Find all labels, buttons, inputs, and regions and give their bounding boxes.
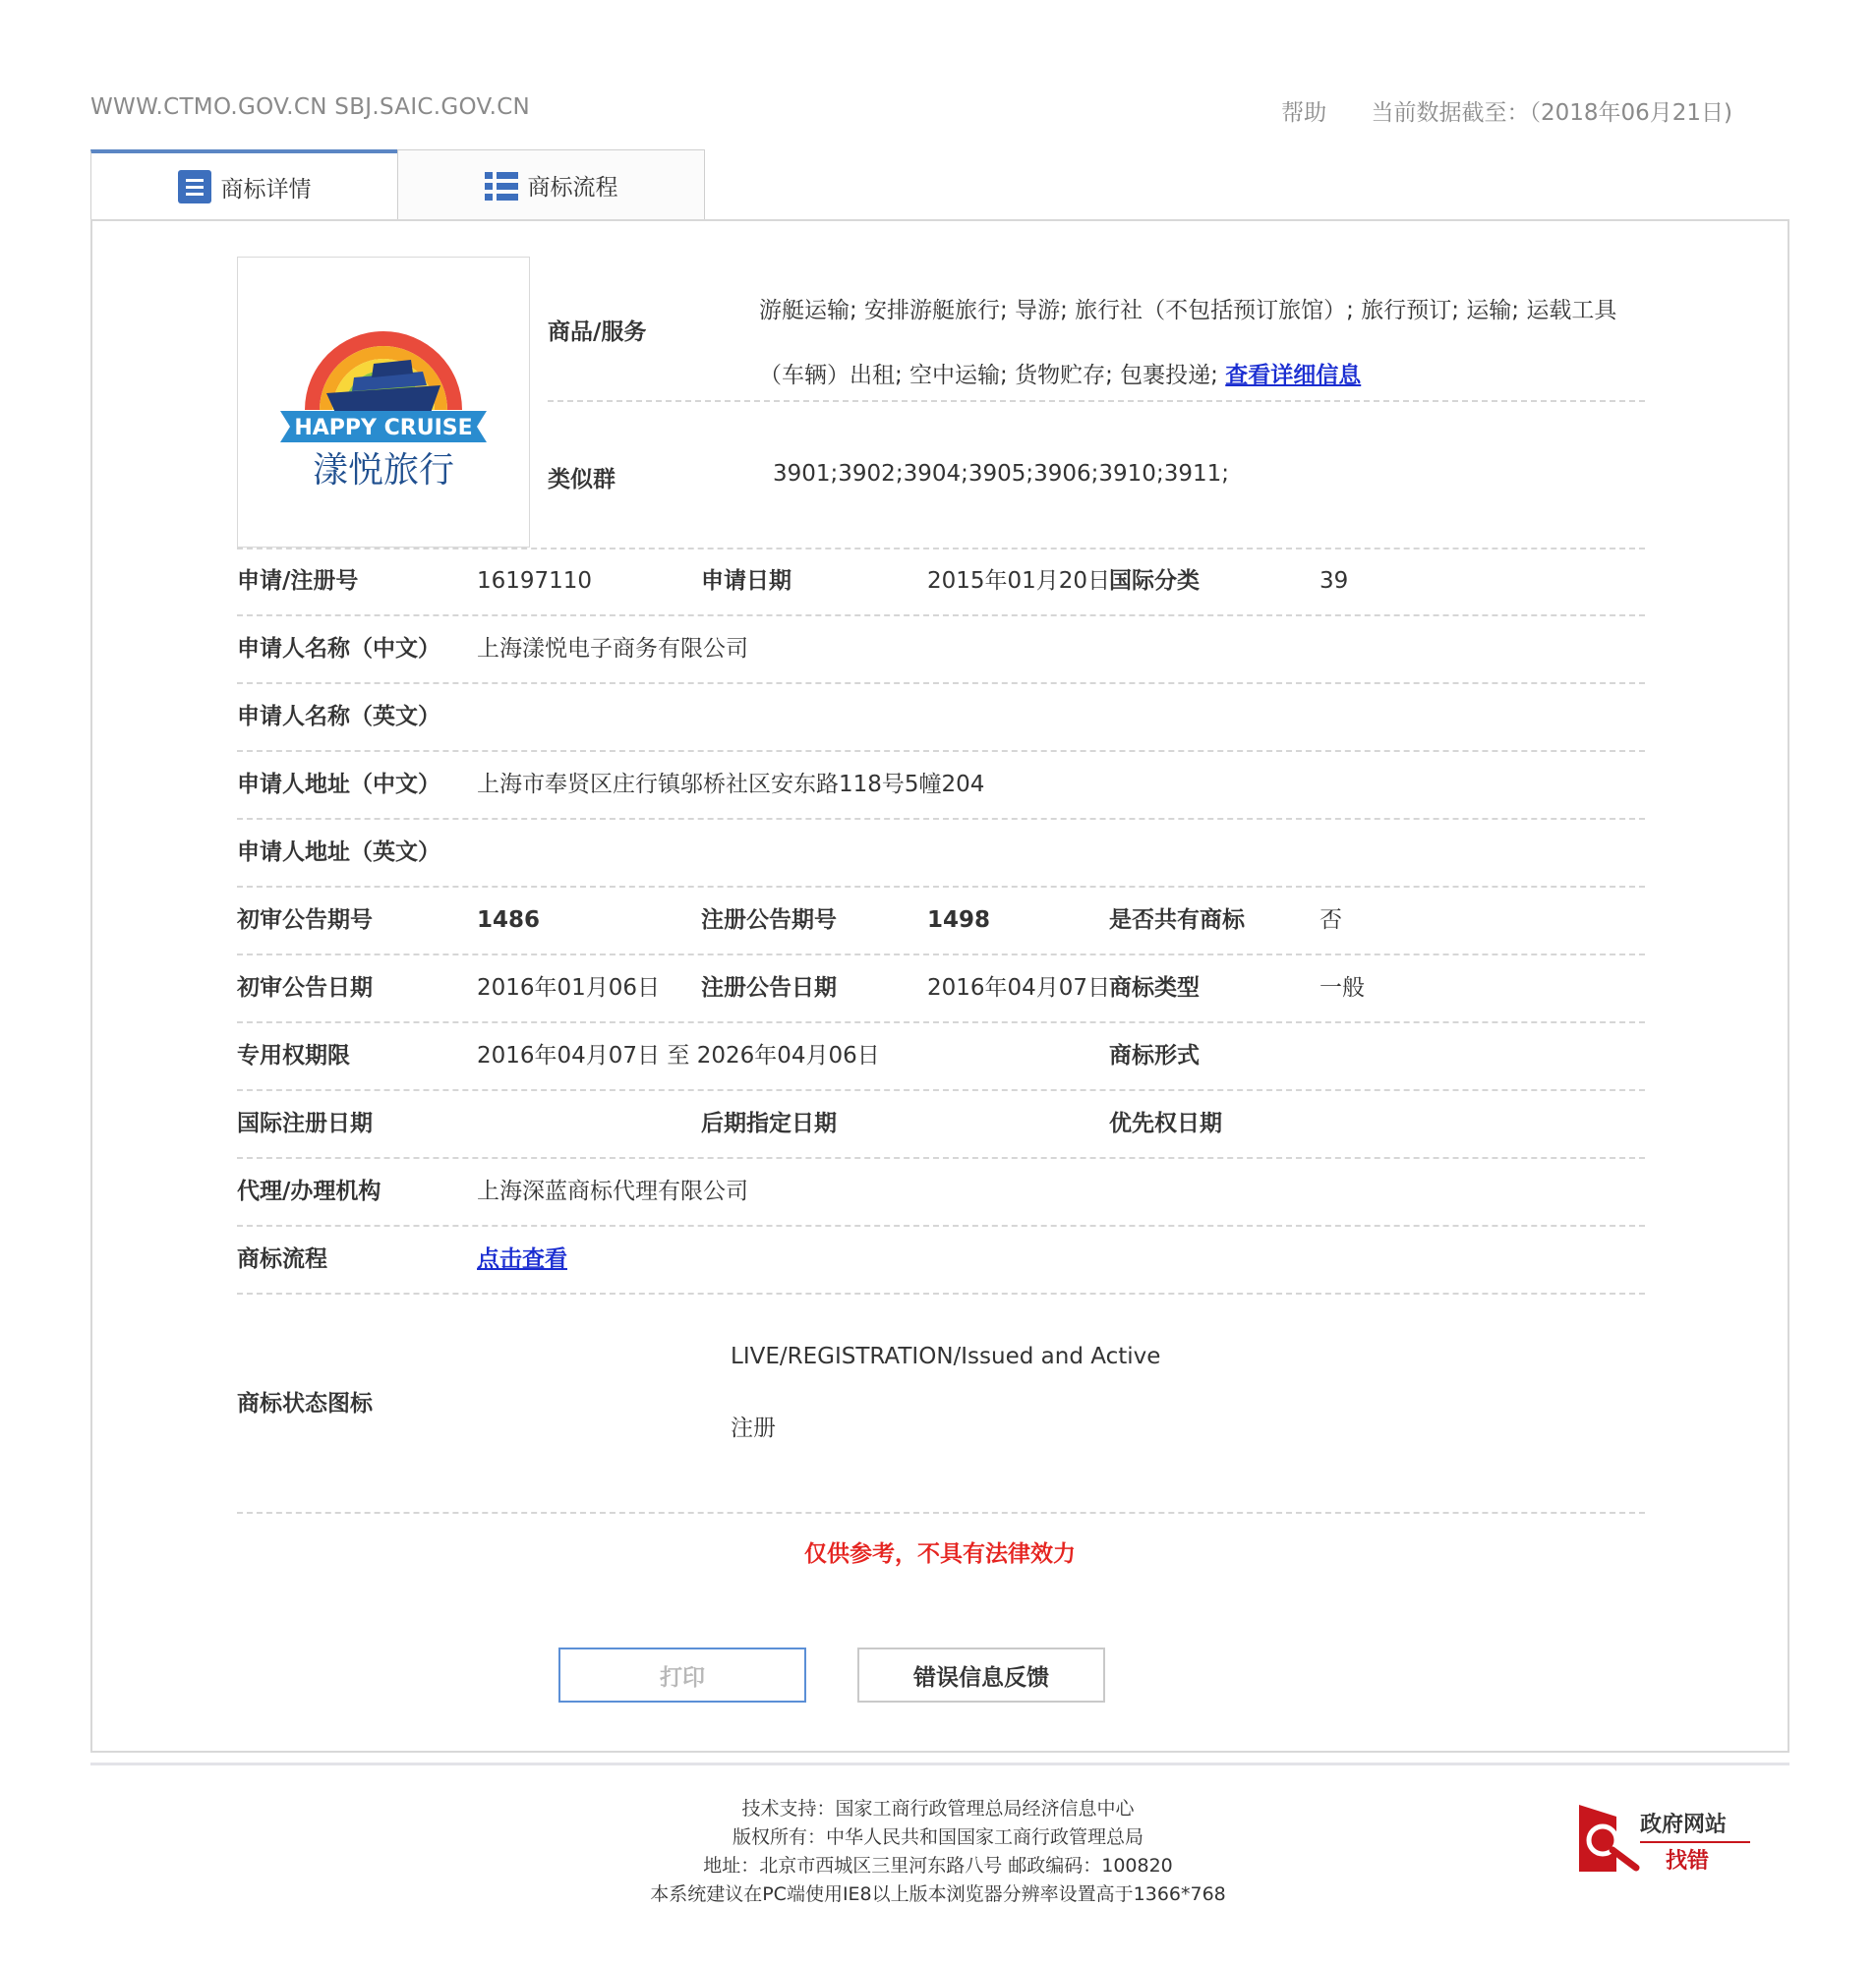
flow-label: 商标流程 <box>237 1246 327 1272</box>
site-urls[interactable]: WWW.CTMO.GOV.CN SBJ.SAIC.GOV.CN <box>90 94 531 120</box>
status-label: 商标状态图标 <box>237 1391 373 1417</box>
shared-label: 是否共有商标 <box>1109 907 1245 933</box>
tm-type-value: 一般 <box>1319 975 1365 1001</box>
agent-label: 代理/办理机构 <box>237 1179 381 1204</box>
top-right <box>1281 94 1732 127</box>
tab-label: 商标详情 <box>220 176 312 202</box>
footer-tech-support: 技术支持：国家工商行政管理总局经济信息中心 <box>741 1798 1135 1820</box>
reg-no-label: 申请/注册号 <box>237 568 359 594</box>
footer-divider <box>90 1763 1789 1765</box>
goods-services-value <box>759 278 1664 408</box>
happy-cruise-logo <box>275 317 492 493</box>
intl-class-label: 国际分类 <box>1109 568 1200 594</box>
footer-address: 地址：北京市西城区三里河东路八号 邮政编码：100820 <box>703 1855 1173 1877</box>
goods-line-1: 游艇运输; 安排游艇旅行; 导游; 旅行社（不包括预订旅馆）; 旅行预订; 运输; 运载工具 <box>759 298 1617 323</box>
row-registration <box>237 548 1645 614</box>
shared-value: 否 <box>1319 907 1342 933</box>
goods-services-label: 商品/服务 <box>548 319 647 345</box>
tab-bar <box>90 149 705 220</box>
prelim-date-value: 2016年01月06日 <box>477 975 661 1001</box>
gov-badge-icon <box>1577 1799 1754 1878</box>
prelim-no-value: 1486 <box>477 907 541 933</box>
divider <box>548 400 1645 402</box>
row-address-cn <box>237 751 1645 818</box>
view-details-link[interactable]: 查看详细信息 <box>1225 363 1362 388</box>
tab-label: 商标流程 <box>527 175 618 201</box>
logo-text-cn: 漾悦旅行 <box>312 450 455 491</box>
reg-pub-no-label: 注册公告期号 <box>701 907 837 933</box>
top-bar <box>90 94 1732 134</box>
divider <box>237 1512 1645 1514</box>
prelim-no-label: 初审公告期号 <box>237 907 373 933</box>
agent-value: 上海深蓝商标代理有限公司 <box>477 1179 748 1204</box>
applicant-en-label: 申请人名称（英文） <box>237 704 440 729</box>
list-icon <box>485 169 518 202</box>
divider <box>237 1293 1645 1295</box>
logo-text-en: HAPPY CRUISE <box>294 416 473 440</box>
row-address-en <box>237 819 1645 886</box>
row-applicant-en <box>237 683 1645 750</box>
document-icon <box>178 170 211 203</box>
address-en-label: 申请人地址（英文） <box>237 839 440 865</box>
prelim-date-label: 初审公告日期 <box>237 975 373 1001</box>
status-chinese: 注册 <box>731 1416 776 1441</box>
similar-group-label: 类似群 <box>548 467 616 492</box>
tm-type-label: 商标类型 <box>1109 975 1200 1001</box>
trademark-image <box>237 257 530 548</box>
disclaimer: 仅供参考，不具有法律效力 <box>804 1541 1076 1567</box>
intl-class-value: 39 <box>1319 568 1349 594</box>
address-cn-label: 申请人地址（中文） <box>237 772 440 797</box>
tab-trademark-details[interactable] <box>90 149 398 220</box>
footer-browser-note: 本系统建议在PC端使用IE8以上版本浏览器分辨率设置高于1366*768 <box>650 1883 1226 1905</box>
row-publication-no <box>237 887 1645 954</box>
reg-no-value: 16197110 <box>477 568 593 594</box>
row-applicant-cn <box>237 615 1645 682</box>
row-publication-date <box>237 954 1645 1021</box>
applicant-cn-label: 申请人名称（中文） <box>237 636 440 662</box>
row-exclusive-period <box>237 1022 1645 1089</box>
row-dates <box>237 1090 1645 1157</box>
app-date-label: 申请日期 <box>701 568 791 594</box>
gov-site-error-badge[interactable] <box>1577 1799 1754 1878</box>
tab-trademark-flow[interactable] <box>397 149 705 220</box>
reg-pub-date-label: 注册公告日期 <box>701 975 837 1001</box>
gov-badge-line2: 找错 <box>1666 1849 1710 1874</box>
tm-form-label: 商标形式 <box>1109 1043 1200 1069</box>
exclusive-value: 2016年04月07日 至 2026年04月06日 <box>477 1043 880 1069</box>
reg-pub-date-value: 2016年04月07日 <box>927 975 1111 1001</box>
exclusive-label: 专用权期限 <box>237 1043 350 1069</box>
later-date-label: 后期指定日期 <box>701 1111 837 1136</box>
applicant-cn-value: 上海漾悦电子商务有限公司 <box>477 636 748 662</box>
view-flow-link[interactable]: 点击查看 <box>477 1246 567 1272</box>
priority-date-label: 优先权日期 <box>1109 1111 1222 1136</box>
intl-reg-date-label: 国际注册日期 <box>237 1111 373 1136</box>
reg-pub-no-value: 1498 <box>927 907 991 933</box>
data-as-of: 当前数据截至：（2018年06月21日) <box>1371 100 1732 126</box>
row-flow <box>237 1226 1645 1293</box>
status-english: LIVE/REGISTRATION/Issued and Active <box>731 1344 1161 1369</box>
print-button[interactable]: 打印 <box>558 1648 806 1703</box>
feedback-button[interactable]: 错误信息反馈 <box>857 1648 1105 1703</box>
app-date-value: 2015年01月20日 <box>927 568 1111 594</box>
goods-line-2: （车辆）出租; 空中运输; 货物贮存; 包裹投递; 查看详细信息 <box>759 363 1362 388</box>
footer-copyright: 版权所有：中华人民共和国国家工商行政管理总局 <box>732 1826 1143 1848</box>
similar-group-value: 3901;3902;3904;3905;3906;3910;3911; <box>773 461 1229 487</box>
gov-badge-line1: 政府网站 <box>1640 1813 1728 1837</box>
details-panel <box>90 219 1789 1753</box>
help-link[interactable]: 帮助 <box>1281 100 1327 126</box>
row-agent <box>237 1158 1645 1225</box>
address-cn-value: 上海市奉贤区庄行镇邬桥社区安东路118号5幢204 <box>477 772 985 797</box>
